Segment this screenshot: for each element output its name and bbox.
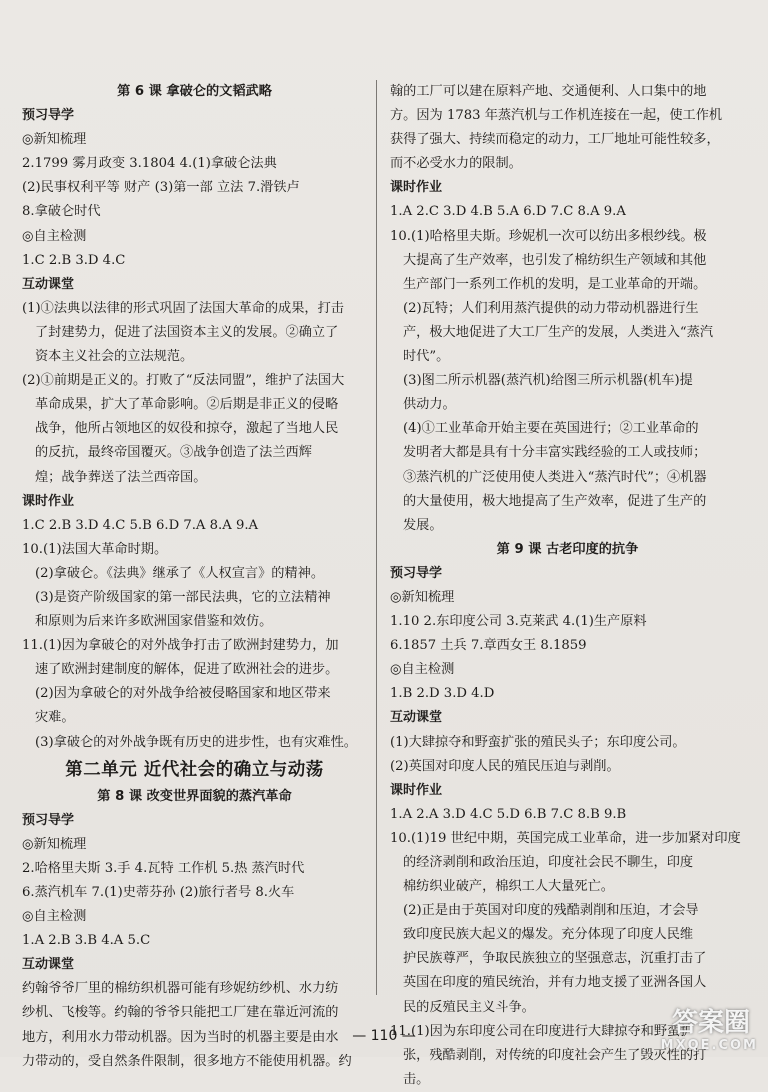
answer-line: (1)大肆掠夺和野蛮扩张的殖民头子；东印度公司。 [390,734,686,750]
answer-line: 护民族尊严，争取民族独立的坚强意志，沉重打击了 [403,951,707,967]
lesson-title: 第 9 课 古老印度的抗争 [496,541,639,557]
answer-line: 获得了强大、持续而稳定的动力，工厂地址可能性较多， [390,132,720,148]
section-heading: 课时作业 [390,782,443,798]
answer-line: 6.蒸汽机车 7.(1)史蒂芬孙 (2)旅行者号 8.火车 [22,885,295,900]
answer-line: 资本主义社会的立法规范。 [35,349,194,365]
section-heading: 互动课堂 [390,710,443,726]
answer-line: 2.哈格里夫斯 3.手 4.瓦特 工作机 5.热 蒸汽时代 [22,860,305,876]
answer-line: 1.C 2.B 3.D 4.C 5.B 6.D 7.A 8.A 9.A [22,517,259,533]
answer-line: 10.(1)19 世纪中期，英国完成工业革命，进一步加紧对印度 [390,830,741,846]
section-heading: 互动课堂 [22,957,75,973]
answer-line: (2)因为拿破仑的对外战争给被侵略国家和地区带来 [35,686,331,702]
answer-line: 1.10 2.东印度公司 3.克莱武 4.(1)生产原料 [390,614,647,630]
unit-title: 第二单元 近代社会的确立与动荡 [65,759,324,780]
answer-line: 翰的工厂可以建在原料产地、交通便利、人口集中的地 [390,84,707,99]
left-column [22,80,367,1069]
answer-line: 的大量使用，极大地提高了生产效率，促进了生产的 [403,493,707,509]
answer-line: (2)瓦特；人们利用蒸汽提供的动力带动机器进行生 [403,300,699,316]
lesson-title: 第 6 课 拿破仑的文韬武略 [117,84,272,99]
answer-line: 1.C 2.B 3.D 4.C [22,252,126,268]
section-heading: 预习导学 [390,565,443,581]
answer-line: (2)①前期是正义的。打败了“反法同盟”，维护了法国大 [22,373,345,389]
answer-line: 战争，他所占领地区的奴役和掠夺，激起了当地人民 [35,421,339,437]
answer-line: 地方，利用水力带动机器。因为当时的机器主要是由水 [22,1029,339,1045]
answer-line: 11.(1)因为东印度公司在印度进行大肆掠夺和野蛮扩 [390,1023,694,1039]
answer-line: ◎新知梳理 [22,836,87,852]
answer-line: 的反抗，最终帝国覆灭。③战争创造了法兰西辉 [35,445,312,461]
answer-line: 6.1857 土兵 7.章西女王 8.1859 [390,638,587,654]
answer-line: 和原则为后来许多欧洲国家借鉴和效仿。 [35,614,273,630]
answer-line: 1.A 2.B 3.B 4.A 5.C [22,933,151,949]
answer-line: 击。 [403,1071,430,1087]
answer-line: (3)拿破仑的对外战争既有历史的进步性，也有灾难性。 [35,734,357,750]
answer-line: 1.B 2.D 3.D 4.D [390,686,495,702]
answer-line: ◎自主检测 [22,228,87,244]
answer-line: (2)正是由于英国对印度的残酷剥削和压迫，才会导 [403,903,699,919]
answer-line: ③蒸汽机的广泛使用使人类进入“蒸汽时代”；④机器 [403,469,707,485]
answer-line: 产，极大地促进了大工厂生产的发展，人类进入“蒸汽 [403,324,714,340]
answer-line: 约翰爷爷厂里的棉纺织机器可能有珍妮纺纱机、水力纺 [22,981,339,997]
answer-line: 8.拿破仑时代 [22,204,101,220]
answer-line: (1)①法典以法律的形式巩固了法国大革命的成果，打击 [22,300,344,316]
answer-line: 致印度民族大起义的爆发。充分体现了印度人民维 [403,927,694,943]
answer-line: 10.(1)法国大革命时期。 [22,541,168,557]
answer-line: 了封建势力，促进了法国资本主义的发展。②确立了 [35,324,339,340]
section-heading: 互动课堂 [22,276,75,292]
answer-line: 灾难。 [35,710,75,726]
answer-line: 时代”。 [403,349,450,365]
answer-line: 1.A 2.A 3.D 4.C 5.D 6.B 7.C 8.B 9.B [390,806,627,822]
answer-line: 大提高了生产效率，也引发了棉纺织生产领域和其他 [403,252,707,268]
answer-line: 2.1799 雾月政变 3.1804 4.(1)拿破仑法典 [22,156,277,172]
answer-line: 方。因为 1783 年蒸汽机与工作机连接在一起，使工作机 [390,108,723,124]
answer-line: (3)是资产阶级国家的第一部民法典，它的立法精神 [35,589,331,605]
answer-line: 力带动的，受自然条件限制，很多地方不能使用机器。约 [22,1053,352,1069]
answer-line: 煌；战争葬送了法兰西帝国。 [35,469,207,485]
answer-line: 英国在印度的殖民统治，并有力地支援了亚洲各国人 [403,975,707,991]
answer-line: 发展。 [403,517,443,533]
watermark-logo-mark: 答案圈 [671,1008,750,1038]
answer-line: 速了欧洲封建制度的解体，促进了欧洲社会的进步。 [35,662,339,678]
answer-line: ◎自主检测 [390,662,455,678]
section-heading: 课时作业 [390,180,443,196]
answer-line: 1.A 2.C 3.D 4.B 5.A 6.D 7.C 8.A 9.A [390,204,626,220]
answer-line: 民的反殖民主义斗争。 [403,999,535,1015]
answer-line: (4)①工业革命开始主要在英国进行；②工业革命的 [403,421,699,437]
answer-line: ◎新知梳理 [390,589,455,605]
answer-line: ◎自主检测 [22,909,87,925]
answer-line: 张，残酷剥削，对传统的印度社会产生了毁灭性的打 [403,1047,707,1063]
answer-line: (2)拿破仑。《法典》继承了《人权宣言》的精神。 [35,565,325,581]
answer-line: ◎新知梳理 [22,132,87,148]
answer-line: 而不必受水力的限制。 [390,156,522,172]
answer-line: (2)英国对印度人民的殖民压迫与剥削。 [390,758,620,774]
answer-line: 棉纺织业破产，棉织工人大量死亡。 [403,879,614,895]
answer-line: (2)民事权利平等 财产 (3)第一部 立法 7.滑铁卢 [22,180,300,196]
answer-line: 11.(1)因为拿破仑的对外战争打击了欧洲封建势力，加 [22,638,339,654]
lesson-title: 第 8 课 改变世界面貌的蒸汽革命 [97,788,292,804]
answer-line: 纱机、飞梭等。约翰的爷爷只能把工厂建在靠近河流的 [22,1005,339,1021]
section-heading: 预习导学 [22,108,75,124]
answer-line: 发明者大都是具有十分丰富实践经验的工人或技师； [403,445,707,461]
answer-line: 革命成果，扩大了革命影响。②后期是非正义的侵略 [35,397,339,413]
answer-line: 的经济剥削和政治压迫，印度社会民不聊生，印度 [403,855,694,870]
section-heading: 预习导学 [22,812,75,828]
answer-line: 10.(1)哈格里夫斯。珍妮机一次可以纺出多根纱线。极 [390,228,707,244]
watermark-site: MXQE.COM [660,1038,758,1053]
page-number: — 110 — [352,1028,416,1044]
watermark-logo [618,1005,758,1053]
section-heading: 课时作业 [22,493,75,509]
column-divider [376,80,377,995]
answer-line: (3)图二所示机器(蒸汽机)给图三所示机器(机车)提 [403,373,693,389]
answer-line: 生产部门一系列工作机的发明，是工业革命的开端。 [403,276,707,292]
answer-line: 供动力。 [403,397,456,413]
